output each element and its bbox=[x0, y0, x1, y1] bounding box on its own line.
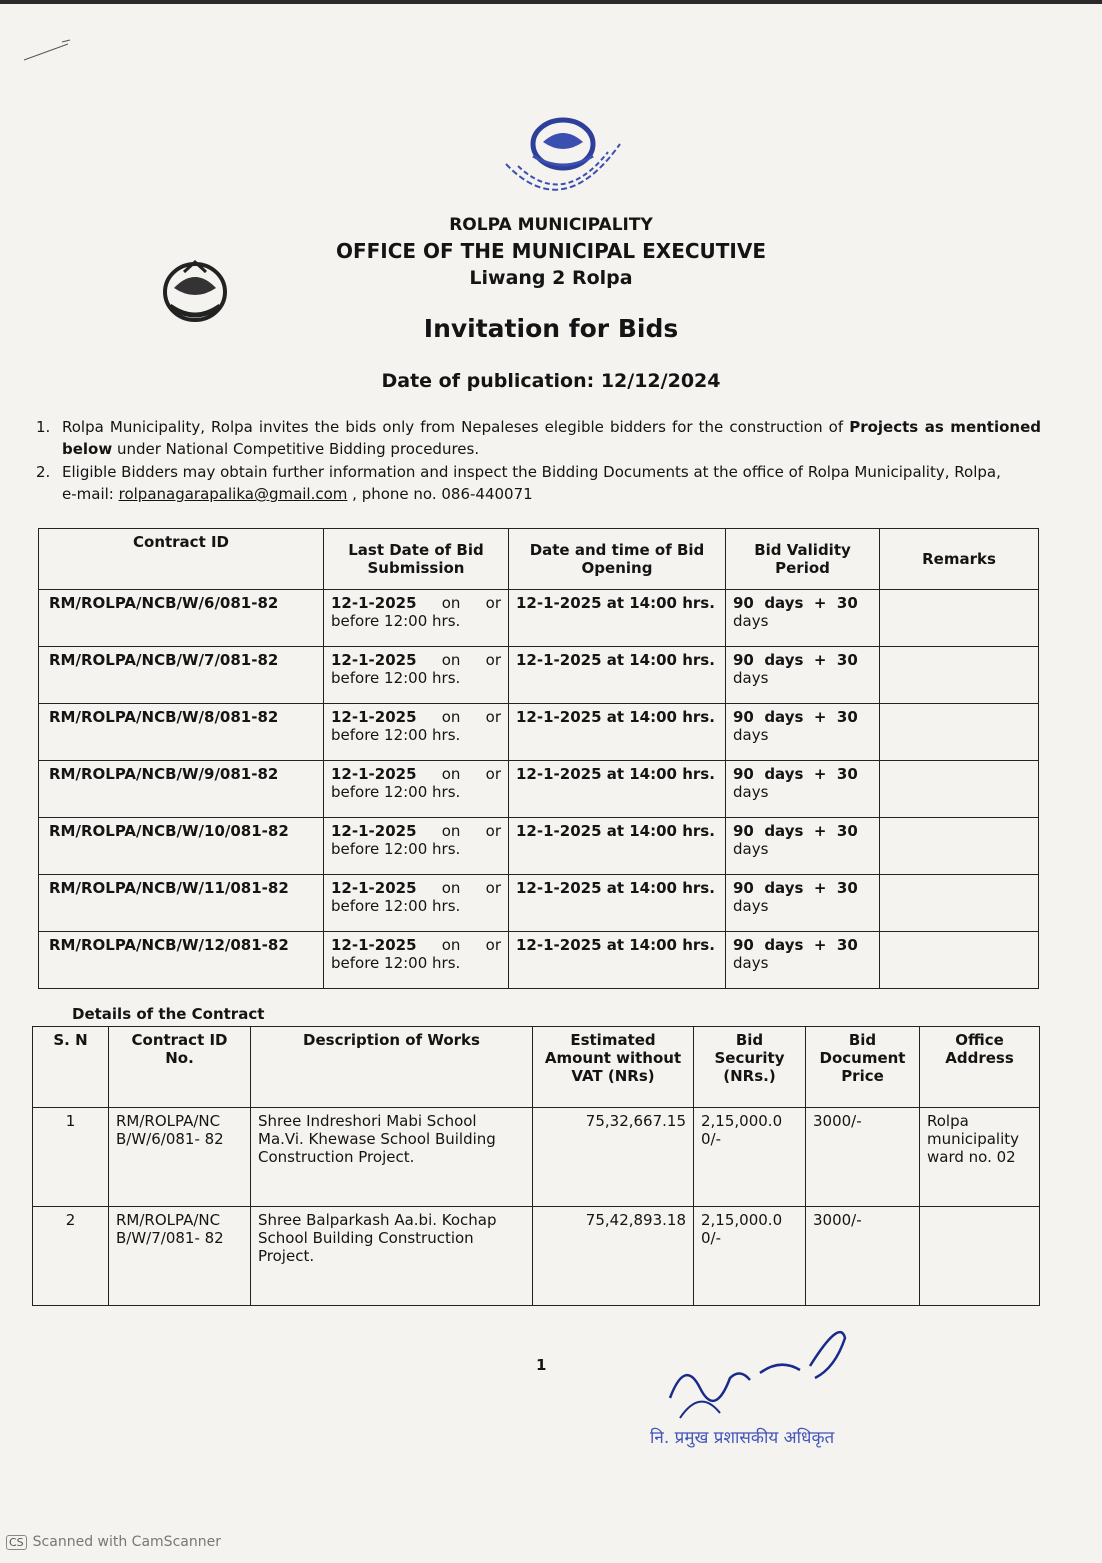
contract-id-cell: RM/ROLPA/NCB/W/6/081-82 bbox=[39, 590, 324, 647]
or-word: or bbox=[485, 708, 501, 726]
municipality-name: ROLPA MUNICIPALITY bbox=[449, 215, 653, 235]
scanner-watermark bbox=[6, 1534, 221, 1550]
table-row bbox=[39, 932, 1039, 989]
signature bbox=[640, 1318, 910, 1458]
contract-id-cell: RM/ROLPA/NCB/W/11/081-82 bbox=[39, 875, 324, 932]
submission-time: before 12:00 hrs. bbox=[331, 726, 461, 744]
or-word: or bbox=[485, 936, 501, 954]
validity-unit: days bbox=[733, 897, 769, 915]
opening-cell: 12-1-2025 at 14:00 hrs. bbox=[509, 761, 726, 818]
remarks-cell bbox=[880, 647, 1039, 704]
submission-time: before 12:00 hrs. bbox=[331, 954, 461, 972]
paragraph-number: 2. bbox=[36, 463, 51, 481]
column-header: Bid Security (NRs.) bbox=[694, 1027, 806, 1108]
remarks-cell bbox=[880, 704, 1039, 761]
column-header: Last Date of Bid Submission bbox=[324, 529, 509, 590]
serial-number-cell: 1 bbox=[33, 1108, 109, 1207]
validity-cell bbox=[726, 932, 880, 989]
or-word: or bbox=[485, 765, 501, 783]
office-address-cell: Rolpa municipality ward no. 02 bbox=[920, 1108, 1040, 1207]
on-word: on bbox=[441, 651, 461, 669]
on-word: on bbox=[441, 879, 461, 897]
validity-unit: days bbox=[733, 840, 769, 858]
column-header: Contract ID bbox=[39, 529, 324, 590]
on-word: on bbox=[441, 765, 461, 783]
serial-number-cell: 2 bbox=[33, 1207, 109, 1306]
description-cell: Shree Indreshori Mabi School Ma.Vi. Khewase School Building Construction Project. bbox=[251, 1108, 533, 1207]
or-word: or bbox=[485, 822, 501, 840]
opening-cell: 12-1-2025 at 14:00 hrs. bbox=[509, 647, 726, 704]
phone-number: , phone no. 086-440071 bbox=[347, 485, 533, 503]
validity-period: 90 days + 30 bbox=[733, 936, 858, 954]
validity-cell bbox=[726, 818, 880, 875]
table-row bbox=[39, 875, 1039, 932]
table-header-row bbox=[33, 1027, 1040, 1108]
submission-date: 12-1-2025 bbox=[331, 936, 417, 954]
estimated-amount-cell: 75,42,893.18 bbox=[533, 1207, 694, 1306]
bid-security-suffix: 0/- bbox=[701, 1229, 722, 1247]
on-word: on bbox=[441, 936, 461, 954]
estimated-amount-cell: 75,32,667.15 bbox=[533, 1108, 694, 1207]
bid-security-cell bbox=[694, 1108, 806, 1207]
submission-date: 12-1-2025 bbox=[331, 879, 417, 897]
validity-unit: days bbox=[733, 954, 769, 972]
column-header: Remarks bbox=[880, 529, 1039, 590]
validity-cell bbox=[726, 704, 880, 761]
bid-security-value: 2,15,000.0 bbox=[701, 1112, 783, 1130]
pen-mark bbox=[22, 38, 72, 64]
table-header-row bbox=[39, 529, 1039, 590]
table-row bbox=[33, 1108, 1040, 1207]
camscanner-icon: CS bbox=[6, 1535, 27, 1550]
bid-security-suffix: 0/- bbox=[701, 1130, 722, 1148]
bid-security-cell bbox=[694, 1207, 806, 1306]
table-row bbox=[39, 818, 1039, 875]
contract-id-cell: RM/ROLPA/NCB/W/8/081-82 bbox=[39, 704, 324, 761]
top-border-line bbox=[0, 0, 1102, 4]
column-header: Estimated Amount without VAT (NRs) bbox=[533, 1027, 694, 1108]
contract-details-table bbox=[32, 1026, 1040, 1306]
bid-security-value: 2,15,000.0 bbox=[701, 1211, 783, 1229]
opening-cell: 12-1-2025 at 14:00 hrs. bbox=[509, 590, 726, 647]
submission-time: before 12:00 hrs. bbox=[331, 783, 461, 801]
or-word: or bbox=[485, 879, 501, 897]
contract-id-cell: RM/ROLPA/NC B/W/7/081- 82 bbox=[109, 1207, 251, 1306]
page-title: Invitation for Bids bbox=[423, 314, 679, 343]
submission-date: 12-1-2025 bbox=[331, 822, 417, 840]
validity-unit: days bbox=[733, 612, 769, 630]
submission-time: before 12:00 hrs. bbox=[331, 840, 461, 858]
intro-paragraph-2 bbox=[36, 461, 1041, 505]
table-row bbox=[39, 590, 1039, 647]
watermark-text: Scanned with CamScanner bbox=[32, 1534, 221, 1550]
table-row bbox=[33, 1207, 1040, 1306]
municipality-seal bbox=[488, 104, 638, 222]
bid-document-price-cell: 3000/- bbox=[806, 1207, 920, 1306]
opening-cell: 12-1-2025 at 14:00 hrs. bbox=[509, 704, 726, 761]
opening-cell: 12-1-2025 at 14:00 hrs. bbox=[509, 932, 726, 989]
submission-time: before 12:00 hrs. bbox=[331, 669, 461, 687]
or-word: or bbox=[485, 594, 501, 612]
table-row bbox=[39, 647, 1039, 704]
description-cell: Shree Balparkash Aa.bi. Kochap School Building Construction Project. bbox=[251, 1207, 533, 1306]
publication-date: Date of publication: 12/12/2024 bbox=[381, 370, 721, 392]
submission-cell bbox=[324, 818, 509, 875]
submission-cell bbox=[324, 932, 509, 989]
remarks-cell bbox=[880, 761, 1039, 818]
submission-cell bbox=[324, 875, 509, 932]
office-name: OFFICE OF THE MUNICIPAL EXECUTIVE bbox=[335, 239, 767, 263]
validity-period: 90 days + 30 bbox=[733, 879, 858, 897]
column-header: Bid Validity Period bbox=[726, 529, 880, 590]
remarks-cell bbox=[880, 818, 1039, 875]
column-header: Description of Works bbox=[251, 1027, 533, 1108]
opening-cell: 12-1-2025 at 14:00 hrs. bbox=[509, 875, 726, 932]
validity-period: 90 days + 30 bbox=[733, 822, 858, 840]
validity-period: 90 days + 30 bbox=[733, 765, 858, 783]
email-address: rolpanagarapalika@gmail.com bbox=[118, 485, 348, 503]
bid-document-price-cell: 3000/- bbox=[806, 1108, 920, 1207]
validity-cell bbox=[726, 590, 880, 647]
submission-cell bbox=[324, 647, 509, 704]
contract-id-cell: RM/ROLPA/NCB/W/10/081-82 bbox=[39, 818, 324, 875]
opening-cell: 12-1-2025 at 14:00 hrs. bbox=[509, 818, 726, 875]
validity-unit: days bbox=[733, 726, 769, 744]
validity-unit: days bbox=[733, 783, 769, 801]
validity-period: 90 days + 30 bbox=[733, 708, 858, 726]
submission-date: 12-1-2025 bbox=[331, 765, 417, 783]
validity-cell bbox=[726, 647, 880, 704]
paragraph-text: under National Competitive Bidding procedures. bbox=[112, 440, 480, 458]
on-word: on bbox=[441, 594, 461, 612]
contract-id-cell: RM/ROLPA/NCB/W/12/081-82 bbox=[39, 932, 324, 989]
column-header: Bid Document Price bbox=[806, 1027, 920, 1108]
column-header: Contract ID No. bbox=[109, 1027, 251, 1108]
submission-time: before 12:00 hrs. bbox=[331, 612, 461, 630]
contract-id-cell: RM/ROLPA/NC B/W/6/081- 82 bbox=[109, 1108, 251, 1207]
table-row bbox=[39, 704, 1039, 761]
validity-cell bbox=[726, 875, 880, 932]
table-row bbox=[39, 761, 1039, 818]
contract-id-cell: RM/ROLPA/NCB/W/9/081-82 bbox=[39, 761, 324, 818]
submission-cell bbox=[324, 761, 509, 818]
paragraph-text: Rolpa Municipality, Rolpa invites the bids only from Nepaleses elegible bidders for the construction of bbox=[62, 418, 850, 436]
email-label: e-mail: bbox=[62, 485, 119, 503]
submission-cell bbox=[324, 704, 509, 761]
signature-stamp-text: नि. प्रमुख प्रशासकीय अधिकृत bbox=[650, 1428, 835, 1448]
column-header: Date and time of Bid Opening bbox=[509, 529, 726, 590]
remarks-cell bbox=[880, 932, 1039, 989]
validity-period: 90 days + 30 bbox=[733, 651, 858, 669]
bid-schedule-table bbox=[38, 528, 1039, 989]
paragraph-text: Eligible Bidders may obtain further information and inspect the Bidding Documents at the office of Rolpa Municipality, Rolpa, bbox=[62, 463, 1001, 481]
submission-cell bbox=[324, 590, 509, 647]
submission-date: 12-1-2025 bbox=[331, 594, 417, 612]
validity-cell bbox=[726, 761, 880, 818]
details-label: Details of the Contract bbox=[72, 1005, 265, 1023]
validity-period: 90 days + 30 bbox=[733, 594, 858, 612]
office-address-cell bbox=[920, 1207, 1040, 1306]
on-word: on bbox=[441, 822, 461, 840]
column-header: Office Address bbox=[920, 1027, 1040, 1108]
submission-date: 12-1-2025 bbox=[331, 651, 417, 669]
paragraph-number: 1. bbox=[36, 418, 51, 436]
page-number: 1 bbox=[536, 1356, 547, 1374]
intro-paragraph-1 bbox=[36, 416, 1041, 460]
paragraph-emphasis: Projects as mentioned below bbox=[62, 418, 1041, 458]
validity-unit: days bbox=[733, 669, 769, 687]
remarks-cell bbox=[880, 590, 1039, 647]
column-header: S. N bbox=[33, 1027, 109, 1108]
submission-date: 12-1-2025 bbox=[331, 708, 417, 726]
contract-id-cell: RM/ROLPA/NCB/W/7/081-82 bbox=[39, 647, 324, 704]
or-word: or bbox=[485, 651, 501, 669]
submission-time: before 12:00 hrs. bbox=[331, 897, 461, 915]
on-word: on bbox=[441, 708, 461, 726]
remarks-cell bbox=[880, 875, 1039, 932]
office-location: Liwang 2 Rolpa bbox=[469, 267, 633, 289]
